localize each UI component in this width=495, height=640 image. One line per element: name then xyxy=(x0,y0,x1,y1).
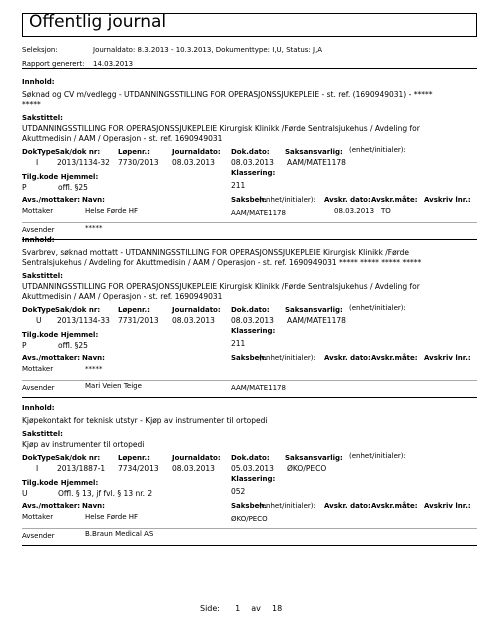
lopenr-label: Løpenr.: xyxy=(118,306,150,314)
party-saksbeh: AAM/MATE1178 xyxy=(231,209,286,217)
saknr-label: Sak/dok nr: xyxy=(55,306,101,314)
saksansvarlig-value: AAM/MATE1178 xyxy=(287,316,346,325)
tilgangskode-value: P xyxy=(22,341,27,350)
dokdato-value: 08.03.2013 xyxy=(231,316,274,325)
klassering-label: Klassering: xyxy=(231,169,276,177)
av-label: av xyxy=(251,604,261,613)
saknr-value: 2013/1134-33 xyxy=(57,316,110,325)
saksansvarlig-label: Saksansvarlig: xyxy=(285,148,343,156)
journaldato-value: 08.03.2013 xyxy=(172,464,215,473)
side-label: Side: xyxy=(200,604,220,613)
party-avskr-dato: 08.03.2013 xyxy=(334,207,375,215)
report-value: 14.03.2013 xyxy=(93,60,134,68)
journaldato-value: 08.03.2013 xyxy=(172,158,215,167)
enhet-label: (enhet/initialer): xyxy=(349,146,406,154)
party-role: Mottaker xyxy=(22,513,54,521)
saknr-label: Sak/dok nr: xyxy=(55,454,101,462)
klassering-value: 211 xyxy=(231,181,246,190)
avsmottaker-label: Avs./mottaker: xyxy=(22,354,81,362)
saksansvarlig-value: ØKO/PECO xyxy=(287,464,327,473)
header-divider xyxy=(22,68,477,69)
navn-label: Navn: xyxy=(82,354,105,362)
party-name: B.Braun Medical AS xyxy=(85,530,154,538)
party-role: Avsender xyxy=(22,226,55,234)
enhet-label: (enhet/initialer): xyxy=(349,304,406,312)
innhold-text-cont: ***** xyxy=(22,100,41,109)
lopenr-label: Løpenr.: xyxy=(118,454,150,462)
avskr-dato-label: Avskr. dato: xyxy=(324,502,371,510)
avsmottaker-label: Avs./mottaker: xyxy=(22,502,81,510)
page-footer xyxy=(200,604,282,613)
doktype-value: U xyxy=(36,316,42,325)
sakstittel-label: Sakstittel: xyxy=(22,114,63,122)
innhold-label: Innhold: xyxy=(22,236,55,244)
party-saksbeh: AAM/MATE1178 xyxy=(231,384,286,392)
title-box xyxy=(22,13,477,37)
saksbeh-label: Saksbeh. xyxy=(231,196,267,204)
party-role: Avsender xyxy=(22,532,55,540)
selection-value: Journaldato: 8.3.2013 - 10.3.2013, Dokumenttype: I,U, Status: J,A xyxy=(93,46,323,54)
page-total: 18 xyxy=(272,604,283,613)
lopenr-value: 7734/2013 xyxy=(118,464,159,473)
avskr-dato-label: Avskr. dato: xyxy=(324,354,371,362)
avsmottaker-label: Avs./mottaker: xyxy=(22,196,81,204)
party-saksbeh: ØKO/PECO xyxy=(231,515,268,523)
klassering-label: Klassering: xyxy=(231,475,276,483)
party-role: Mottaker xyxy=(22,207,54,215)
sakstittel-text-cont: Akuttmedisin / AAM / Operasjon - st. ref. 1690949031 xyxy=(22,134,223,143)
tilgangskode-value: P xyxy=(22,183,27,192)
sakstittel-text: UTDANNINGSSTILLING FOR OPERASJONSSJUKEPLEIE Kirurgisk Klinikk /Førde Sentralsjukehus / Avdeling for xyxy=(22,124,420,133)
saksbeh-label: Saksbeh. xyxy=(231,354,267,362)
avskr-mate-label: Avskr.måte: xyxy=(371,354,418,362)
journaldato-label: Journaldato: xyxy=(172,454,221,462)
saksansvarlig-label: Saksansvarlig: xyxy=(285,306,343,314)
avskriv-lnr-label: Avskriv lnr.: xyxy=(424,354,471,362)
enhet-label: (enhet/initialer): xyxy=(349,452,406,460)
avskr-mate-label: Avskr.måte: xyxy=(371,196,418,204)
klassering-label: Klassering: xyxy=(231,327,276,335)
innhold-text: Søknad og CV m/vedlegg - UTDANNINGSSTILLING FOR OPERASJONSSJUKEPLEIE - st. ref. (1690949031) - ***** xyxy=(22,90,433,99)
saksansvarlig-label: Saksansvarlig: xyxy=(285,454,343,462)
klassering-value: 052 xyxy=(231,487,246,496)
party-name: ***** xyxy=(85,224,103,232)
row-divider xyxy=(22,528,477,529)
report-label: Rapport generert: xyxy=(22,60,85,68)
row-divider xyxy=(22,222,477,223)
party-name: Helse Førde HF xyxy=(85,513,139,521)
sakstittel-text: UTDANNINGSSTILLING FOR OPERASJONSSJUKEPLEIE Kirurgisk Klinikk /Førde Sentralsjukehus / Avdeling for xyxy=(22,282,420,291)
dokdato-label: Dok.dato: xyxy=(231,454,270,462)
party-name: Mari Veien Teige xyxy=(85,382,142,390)
entry-divider xyxy=(22,239,477,240)
party-avskr-mate: TO xyxy=(381,207,391,215)
row-divider xyxy=(22,380,477,381)
sakstittel-text: Kjøp av instrumenter til ortopedi xyxy=(22,440,145,449)
lopenr-value: 7731/2013 xyxy=(118,316,159,325)
entry-divider xyxy=(22,397,477,398)
entry-divider xyxy=(22,545,477,546)
page-title: Offentlig journal xyxy=(29,12,167,32)
doktype-label: DokType xyxy=(22,306,56,314)
lopenr-value: 7730/2013 xyxy=(118,158,159,167)
dokdato-value: 08.03.2013 xyxy=(231,158,274,167)
hjemmel-value: offl. §25 xyxy=(58,183,88,192)
hjemmel-value: Offl. § 13, jf fvl. § 13 nr. 2 xyxy=(58,489,153,498)
innhold-text: Svarbrev, søknad mottatt - UTDANNINGSSTILLING FOR OPERASJONSSJUKEPLEIE Kirurgisk Klinikk /Førde xyxy=(22,248,410,257)
dokdato-label: Dok.dato: xyxy=(231,306,270,314)
avskriv-lnr-label: Avskriv lnr.: xyxy=(424,196,471,204)
selection-label: Seleksjon: xyxy=(22,46,58,54)
sakstittel-label: Sakstittel: xyxy=(22,430,63,438)
klassering-value: 211 xyxy=(231,339,246,348)
doktype-label: DokType xyxy=(22,148,56,156)
doktype-label: DokType xyxy=(22,454,56,462)
innhold-text: Kjøpekontakt for teknisk utstyr - Kjøp av instrumenter til ortopedi xyxy=(22,416,268,425)
dokdato-value: 05.03.2013 xyxy=(231,464,274,473)
innhold-text-cont: Sentralsjukehus / Avdeling for Akuttmedisin / AAM / Operasjon - st. ref. 1690949031 ***** ***** ***** ***** xyxy=(22,258,422,267)
avskr-mate-label: Avskr.måte: xyxy=(371,502,418,510)
dokdato-label: Dok.dato: xyxy=(231,148,270,156)
sakstittel-label: Sakstittel: xyxy=(22,272,63,280)
page-number: 1 xyxy=(235,604,241,613)
navn-label: Navn: xyxy=(82,502,105,510)
avskr-dato-label: Avskr. dato: xyxy=(324,196,371,204)
innhold-label: Innhold: xyxy=(22,78,55,86)
doktype-value: I xyxy=(36,158,39,167)
saksansvarlig-value: AAM/MATE1178 xyxy=(287,158,346,167)
saksbeh-enhet-label: (enhet/initialer): xyxy=(259,354,316,362)
lopenr-label: Løpenr.: xyxy=(118,148,150,156)
party-role: Avsender xyxy=(22,384,55,392)
saksbeh-label: Saksbeh. xyxy=(231,502,267,510)
hjemmel-value: offl. §25 xyxy=(58,341,88,350)
saknr-value: 2013/1887-1 xyxy=(57,464,106,473)
tilgangskode-label: Tilg.kode Hjemmel: xyxy=(22,173,99,181)
journaldato-label: Journaldato: xyxy=(172,306,221,314)
saksbeh-enhet-label: (enhet/initialer): xyxy=(259,502,316,510)
party-name: ***** xyxy=(85,365,103,373)
party-role: Mottaker xyxy=(22,365,54,373)
navn-label: Navn: xyxy=(82,196,105,204)
journaldato-value: 08.03.2013 xyxy=(172,316,215,325)
sakstittel-text-cont: Akuttmedisin / AAM / Operasjon - st. ref. 1690949031 xyxy=(22,292,223,301)
tilgangskode-value: U xyxy=(22,489,28,498)
party-name: Helse Førde HF xyxy=(85,207,139,215)
avskriv-lnr-label: Avskriv lnr.: xyxy=(424,502,471,510)
doktype-value: I xyxy=(36,464,39,473)
journaldato-label: Journaldato: xyxy=(172,148,221,156)
saknr-value: 2013/1134-32 xyxy=(57,158,110,167)
saksbeh-enhet-label: (enhet/initialer): xyxy=(259,196,316,204)
innhold-label: Innhold: xyxy=(22,404,55,412)
saknr-label: Sak/dok nr: xyxy=(55,148,101,156)
tilgangskode-label: Tilg.kode Hjemmel: xyxy=(22,331,99,339)
tilgangskode-label: Tilg.kode Hjemmel: xyxy=(22,479,99,487)
